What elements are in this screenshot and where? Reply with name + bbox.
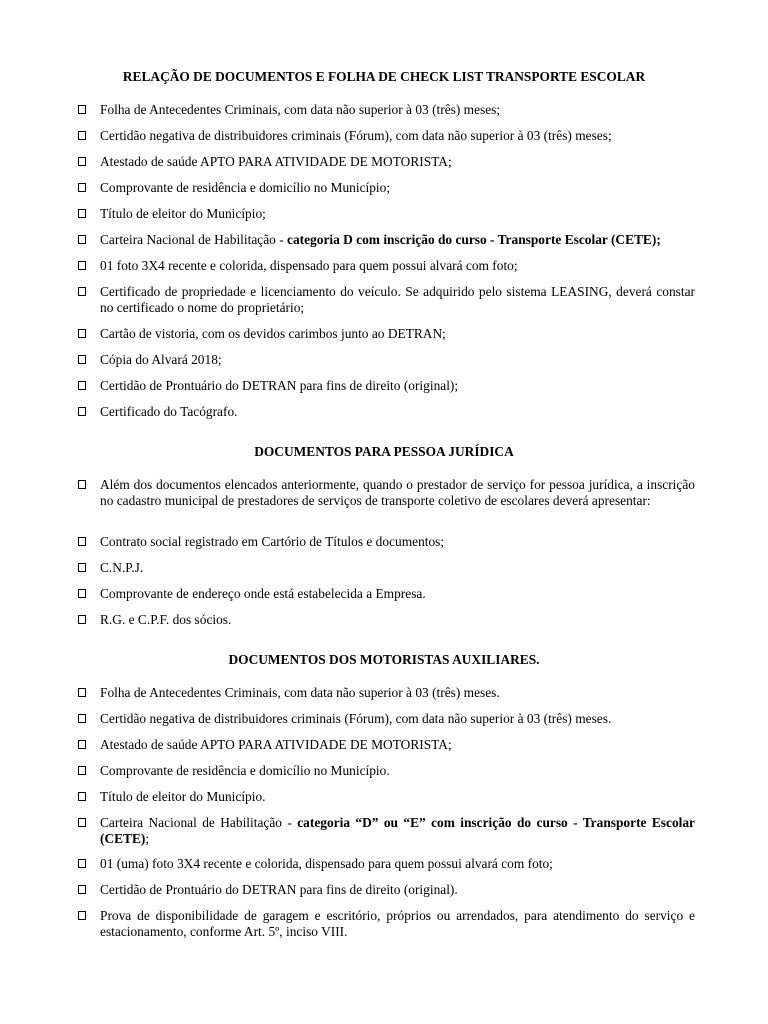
item-text: Certidão de Prontuário do DETRAN para fins de direito (original); [100, 378, 459, 393]
item-text: Prova de disponibilidade de garagem e escritório, próprios ou arrendados, para atendimento do serviço e estacionamento, conforme Art. 5º, inciso VIII. [100, 908, 695, 939]
checkbox-icon[interactable] [78, 563, 86, 572]
checklist-item [78, 560, 695, 576]
checkbox-icon[interactable] [78, 688, 86, 697]
checklist-item [78, 908, 695, 939]
checklist-item [78, 763, 695, 779]
checkbox-icon[interactable] [78, 381, 86, 390]
checkbox-icon[interactable] [78, 407, 86, 416]
item-text [100, 232, 695, 248]
checkbox-icon[interactable] [78, 818, 86, 827]
item-text: Comprovante de endereço onde está estabelecida a Empresa. [100, 586, 426, 601]
cnh-category: categoria “D” ou “E” com inscrição do curso - Transporte Escolar (CETE) [100, 815, 695, 846]
checkbox-icon[interactable] [78, 885, 86, 894]
checklist-item [78, 258, 695, 274]
checklist-item [78, 352, 695, 368]
checklist-item [78, 154, 695, 170]
checkbox-icon[interactable] [78, 131, 86, 140]
checklist-item [78, 737, 695, 753]
document-title: RELAÇÃO DE DOCUMENTOS E FOLHA DE CHECK LIST TRANSPORTE ESCOLAR [122, 69, 646, 84]
checkbox-icon[interactable] [78, 261, 86, 270]
checklist-item [78, 882, 695, 898]
item-text: Atestado de saúde APTO PARA ATIVIDADE DE MOTORISTA; [100, 154, 452, 169]
checklist-item [78, 180, 695, 196]
checkbox-icon[interactable] [78, 859, 86, 868]
checkbox-icon[interactable] [78, 157, 86, 166]
checkbox-icon[interactable] [78, 183, 86, 192]
checkbox-icon[interactable] [78, 355, 86, 364]
checkbox-icon[interactable] [78, 911, 86, 920]
item-text: Comprovante de residência e domicílio no Município; [100, 180, 391, 195]
item-text: 01 foto 3X4 recente e colorida, dispensado para quem possui alvará com foto; [100, 258, 518, 273]
checkbox-icon[interactable] [78, 235, 86, 244]
checklist-item [78, 856, 695, 872]
checklist-item [78, 815, 695, 846]
checklist-item [78, 534, 695, 550]
checklist-item [78, 128, 695, 144]
item-text: Contrato social registrado em Cartório de Títulos e documentos; [100, 534, 445, 549]
item-text: Certificado de propriedade e licenciamento do veículo. Se adquirido pelo sistema LEASING, deverá constar no certificado o nome do proprietário; [100, 284, 695, 315]
item-text: Título de eleitor do Município. [100, 789, 266, 804]
item-text: Certidão de Prontuário do DETRAN para fins de direito (original). [100, 882, 458, 897]
checklist-item [78, 206, 695, 222]
checkbox-icon[interactable] [78, 589, 86, 598]
item-text: 01 (uma) foto 3X4 recente e colorida, dispensado para quem possui alvará com foto; [100, 856, 553, 871]
checkbox-icon[interactable] [78, 740, 86, 749]
checkbox-icon[interactable] [78, 480, 86, 489]
item-text: Folha de Antecedentes Criminais, com data não superior à 03 (três) meses; [100, 102, 501, 117]
item-text: Além dos documentos elencados anteriormente, quando o prestador de serviço for pessoa jurídica, a inscrição no cadastro municipal de prestadores de serviços de transporte coletivo de escolares deverá apresentar: [100, 477, 695, 508]
checklist-item [78, 711, 695, 727]
cnh-suffix: ; [145, 830, 150, 846]
checklist-item [78, 477, 695, 508]
item-text: Cópia do Alvará 2018; [100, 352, 222, 367]
checkbox-icon[interactable] [78, 792, 86, 801]
checklist-item [78, 685, 695, 701]
cnh-label: Carteira Nacional de Habilitação - [100, 815, 298, 830]
checklist-item [78, 284, 695, 315]
checkbox-icon[interactable] [78, 329, 86, 338]
item-text: Atestado de saúde APTO PARA ATIVIDADE DE MOTORISTA; [100, 737, 452, 752]
item-text: Cartão de vistoria, com os devidos carimbos junto ao DETRAN; [100, 326, 446, 341]
item-text: R.G. e C.P.F. dos sócios. [100, 612, 232, 627]
item-text: C.N.P.J. [100, 560, 144, 575]
item-text: Título de eleitor do Município; [100, 206, 266, 221]
checklist-item [78, 232, 695, 248]
cnh-label: Carteira Nacional de Habilitação - [100, 232, 288, 247]
checklist-item [78, 612, 695, 628]
checkbox-icon[interactable] [78, 105, 86, 114]
checklist-item [78, 378, 695, 394]
checklist-item [78, 404, 695, 420]
section-heading: DOCUMENTOS PARA PESSOA JURÍDICA [254, 444, 514, 459]
item-text [100, 815, 695, 846]
checkbox-icon[interactable] [78, 766, 86, 775]
item-text: Certidão negativa de distribuidores criminais (Fórum), com data não superior à 03 (três) meses; [100, 128, 612, 143]
checkbox-icon[interactable] [78, 714, 86, 723]
item-text: Certidão negativa de distribuidores criminais (Fórum), com data não superior à 03 (três) meses. [100, 711, 612, 726]
checkbox-icon[interactable] [78, 537, 86, 546]
item-text: Comprovante de residência e domicílio no Município. [100, 763, 390, 778]
checklist-item [78, 102, 695, 118]
checkbox-icon[interactable] [78, 209, 86, 218]
item-text: Certificado do Tacógrafo. [100, 404, 238, 419]
checklist-item [78, 326, 695, 342]
checkbox-icon[interactable] [78, 615, 86, 624]
checklist-item [78, 789, 695, 805]
section-heading: DOCUMENTOS DOS MOTORISTAS AUXILIARES. [228, 652, 540, 667]
checklist-item [78, 586, 695, 602]
item-text: Folha de Antecedentes Criminais, com data não superior à 03 (três) meses. [100, 685, 500, 700]
cnh-category: categoria D com inscrição do curso - Transporte Escolar (CETE); [287, 232, 661, 247]
checkbox-icon[interactable] [78, 287, 86, 296]
